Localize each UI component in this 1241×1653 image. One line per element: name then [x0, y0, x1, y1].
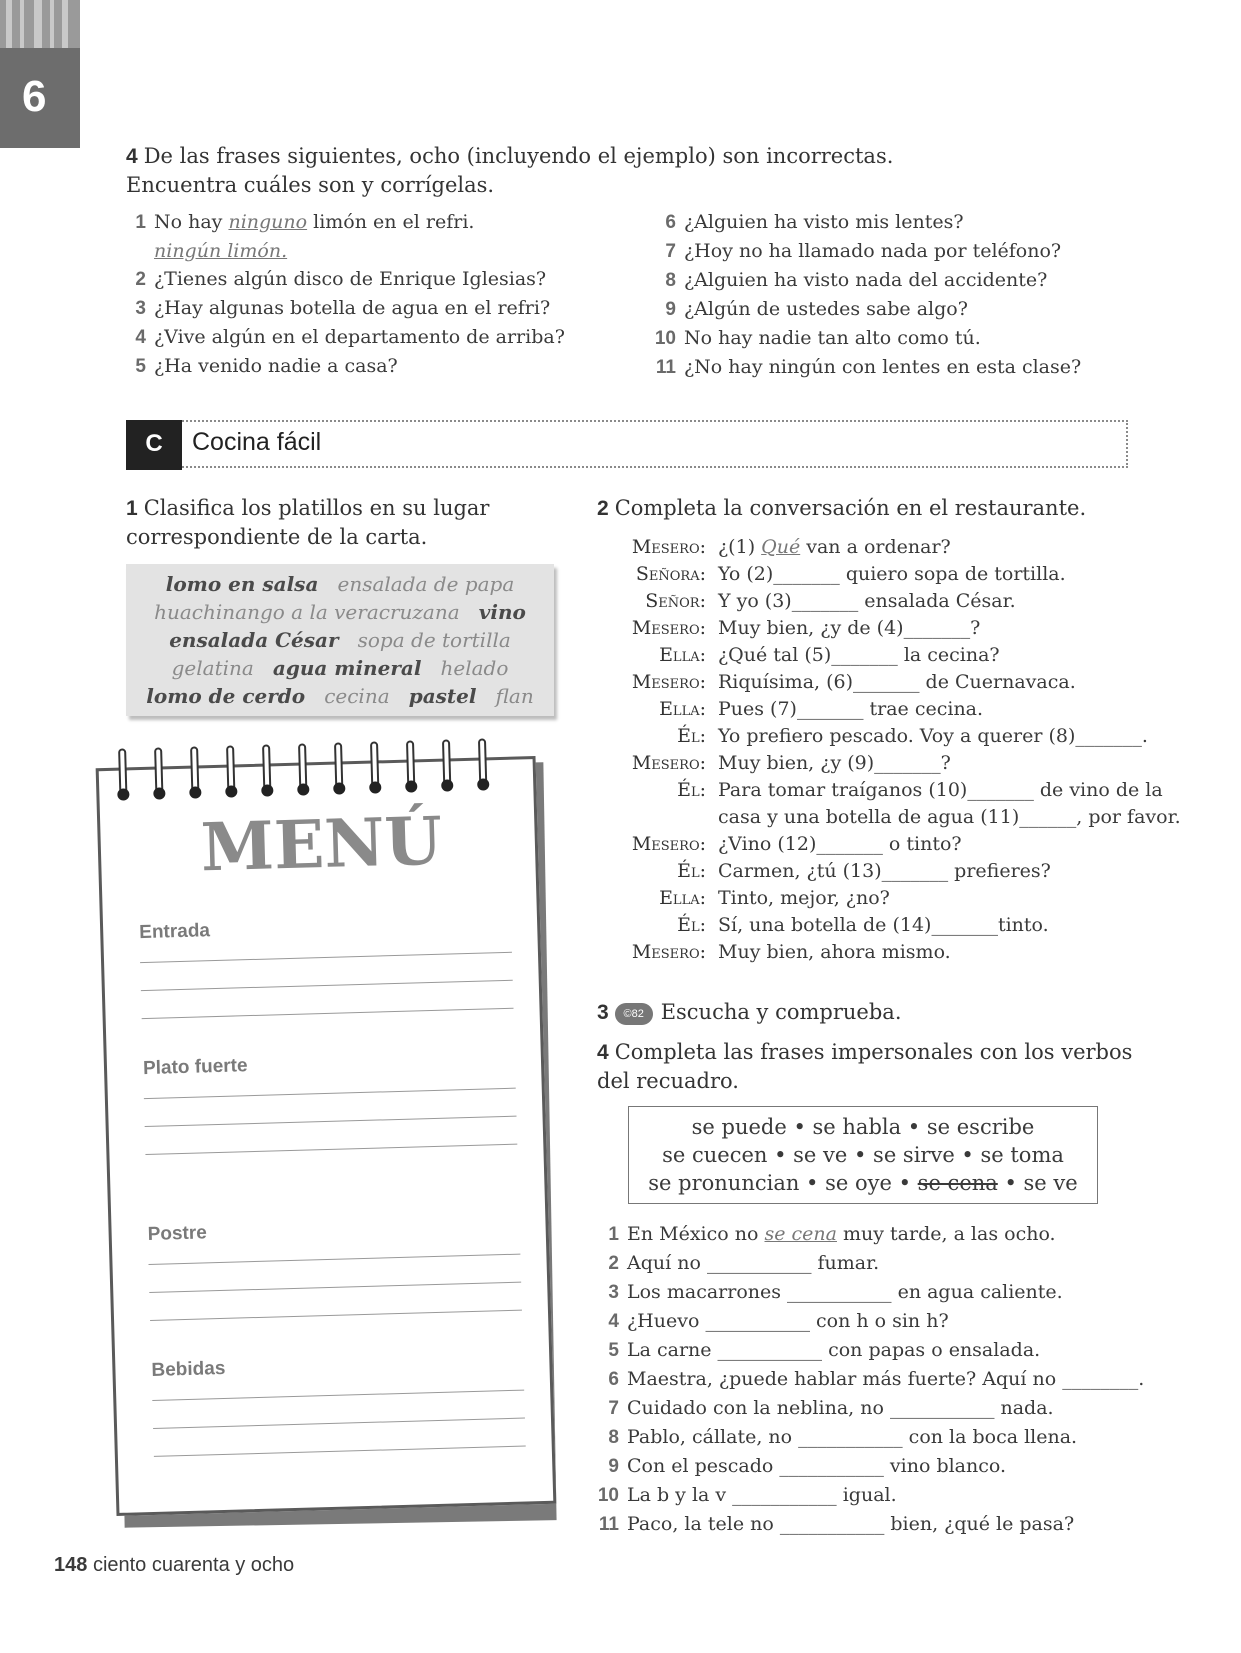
list-item: 1 No hay ninguno limón en el refri. — [135, 211, 475, 233]
dialogue-line: Mesero: ¿Vino (12)_______ o tinto? — [631, 833, 962, 855]
dialogue-line: Ella: Pues (7)_______ trae cecina. — [659, 698, 984, 720]
list-item: 6 Maestra, ¿puede hablar más fuerte? Aquí no ________. — [608, 1368, 1145, 1390]
dialogue-line: Él: Carmen, ¿tú (13)_______ prefieres? — [677, 860, 1051, 882]
dialogue-line: Mesero: Muy bien, ¿y (9)_______? — [631, 752, 951, 774]
instruction: Encuentra cuáles son y corrígelas. — [126, 173, 495, 197]
spiral-ring — [190, 746, 199, 792]
dialogue-line: Señor: Y yo (3)_______ ensalada César. — [645, 590, 1016, 612]
dialogue-line: casa y una botella de agua (11)______, por favor. — [718, 806, 1181, 828]
spiral-ring — [478, 738, 487, 784]
list-item: 4 ¿Vive algún en el departamento de arriba? — [135, 326, 565, 348]
list-item: 5 ¿Ha venido nadie a casa? — [135, 355, 398, 377]
dialogue-line: Mesero: Muy bien, ahora mismo. — [631, 941, 951, 963]
list-item: 4 ¿Huevo ___________ con h o sin h? — [608, 1310, 949, 1332]
exercise-4-right-list — [652, 208, 1081, 382]
word-line: lomo en salsa ensalada de papa — [165, 572, 515, 596]
dialogue-line: Señora: Yo (2)_______ quiero sopa de tortilla. — [635, 563, 1066, 585]
write-line[interactable] — [145, 1144, 517, 1155]
word-line: huachinango a la veracruzana vino — [154, 600, 526, 624]
chapter-number: 6 — [22, 72, 47, 121]
menu-section-label: Entrada — [138, 920, 211, 944]
audio-cd-icon[interactable]: ©82 — [615, 1003, 653, 1025]
list-item: 11 ¿No hay ningún con lentes en esta clase? — [655, 356, 1082, 378]
dialogue-line: Él: Para tomar traíganos (10)_______ de vino de la — [677, 779, 1163, 801]
dialogue-line: Mesero: Riquísima, (6)_______ de Cuernavaca. — [631, 671, 1076, 693]
page-number: 148 — [54, 1554, 88, 1576]
spiral-ring — [262, 744, 271, 790]
list-item: 11 Paco, la tele no ___________ bien, ¿qué le pasa? — [598, 1513, 1075, 1535]
page-number-words: ciento cuarenta y ocho — [92, 1554, 295, 1576]
write-line[interactable] — [152, 1390, 524, 1401]
dialogue-line: Ella: ¿Qué tal (5)_______ la cecina? — [659, 644, 1000, 666]
exercise-2-heading: 2 Completa la conversación en el restaurante. — [597, 496, 1087, 520]
spiral-ring — [226, 745, 235, 791]
write-line[interactable] — [150, 1310, 522, 1321]
list-item: 2 ¿Tienes algún disco de Enrique Iglesias? — [135, 268, 547, 290]
write-line[interactable] — [154, 1446, 526, 1457]
list-item: 9 Con el pescado ___________ vino blanco. — [608, 1455, 1007, 1477]
list-item: 9 ¿Algún de ustedes sabe algo? — [665, 298, 968, 320]
exercise-1-heading: 1 Clasifica los platillos en su lugar correspondiente de la carta. — [126, 496, 490, 549]
section-c-title: Cocina fácil — [192, 428, 322, 456]
verb-line: se puede • se habla • se escribe — [691, 1115, 1035, 1139]
page-footer — [54, 1554, 294, 1577]
list-item: 7 ¿Hoy no ha llamado nada por teléfono? — [665, 240, 1062, 262]
exercise-number: 3 — [597, 1001, 609, 1024]
list-item: 7 Cuidado con la neblina, no ___________ nada. — [608, 1397, 1054, 1419]
spiral-ring — [370, 741, 379, 787]
write-line[interactable] — [141, 980, 513, 991]
word-line: gelatina agua mineral helado — [171, 656, 509, 680]
chapter-tab — [0, 0, 80, 148]
verb-box — [628, 1106, 1098, 1204]
list-item: 10 La b y la v ___________ igual. — [597, 1484, 897, 1506]
exercise-4-items — [597, 1220, 1144, 1539]
verb-line: se cuecen • se ve • se sirve • se toma — [662, 1143, 1064, 1167]
write-line[interactable] — [140, 952, 512, 963]
list-item: 5 La carne ___________ con papas o ensalada. — [608, 1339, 1041, 1361]
example-underlined: ninguno — [228, 211, 308, 233]
list-item: 6 ¿Alguien ha visto mis lentes? — [665, 211, 964, 233]
exercise-3-heading: 3 ©82 Escucha y comprueba. — [597, 1000, 902, 1024]
list-item: 8 Pablo, cállate, no ___________ con la boca llena. — [608, 1426, 1078, 1448]
dish-word-box — [126, 564, 554, 716]
spiral-ring — [118, 748, 127, 794]
list-item: 10 No hay nadie tan alto como tú. — [654, 327, 981, 349]
write-line[interactable] — [144, 1088, 516, 1099]
exercise-number: 2 — [597, 497, 609, 520]
exercise-4-top-heading — [126, 142, 893, 199]
list-item: 2 Aquí no ___________ fumar. — [608, 1252, 880, 1274]
write-line[interactable] — [142, 1008, 514, 1019]
dialogue-line: Mesero: Muy bien, ¿y de (4)_______? — [631, 617, 981, 639]
exercise-4-heading: 4 Completa las frases impersonales con los verbos del recuadro. — [597, 1040, 1133, 1093]
menu-notebook — [96, 756, 557, 1516]
instruction: De las frases siguientes, ocho (incluyendo el ejemplo) son incorrectas. — [143, 144, 894, 168]
dialogue-line: Él: Sí, una botella de (14)_______tinto. — [677, 914, 1049, 936]
list-item: 8 ¿Alguien ha visto nada del accidente? — [665, 269, 1048, 291]
list-item: 3 Los macarrones ___________ en agua caliente. — [608, 1281, 1063, 1303]
exercise-number: 4 — [126, 145, 138, 168]
chapter-tab-texture — [0, 0, 80, 48]
menu-section-label: Plato fuerte — [142, 1055, 248, 1080]
menu-section-label: Postre — [147, 1222, 208, 1246]
section-c-letter: C — [126, 420, 182, 470]
write-line[interactable] — [149, 1282, 521, 1293]
dialogue-line: Él: Yo prefiero pescado. Voy a querer (8)_______. — [677, 725, 1148, 747]
dialogue-line: Mesero: ¿(1) Qué van a ordenar? — [631, 536, 951, 558]
verb-line: se pronuncian • se oye • se cena • se ve — [648, 1171, 1078, 1195]
menu-title: MENÚ — [199, 801, 444, 887]
exercise-number: 4 — [597, 1041, 609, 1064]
spiral-ring — [406, 740, 415, 786]
word-line: lomo de cerdo cecina pastel flan — [146, 684, 534, 708]
list-item: 1 En México no se cena muy tarde, a las ocho. — [608, 1223, 1056, 1245]
write-line[interactable] — [153, 1418, 525, 1429]
spiral-ring — [334, 742, 343, 788]
write-line[interactable] — [145, 1116, 517, 1127]
crossed-out-verb: se cena — [917, 1171, 998, 1195]
write-line[interactable] — [149, 1254, 521, 1265]
spiral-ring — [442, 739, 451, 785]
list-item: 3 ¿Hay algunas botella de agua en el refri? — [135, 297, 551, 319]
dialogue-line: Ella: Tinto, mejor, ¿no? — [659, 887, 890, 909]
spiral-ring — [298, 743, 307, 789]
exercise-number: 1 — [126, 497, 138, 520]
example-answer: ningún limón. — [154, 240, 288, 262]
word-line: ensalada César sopa de tortilla — [169, 628, 511, 652]
exercise-4-left-list — [126, 208, 565, 381]
spiral-ring — [154, 747, 163, 793]
menu-section-label: Bebidas — [151, 1357, 226, 1381]
